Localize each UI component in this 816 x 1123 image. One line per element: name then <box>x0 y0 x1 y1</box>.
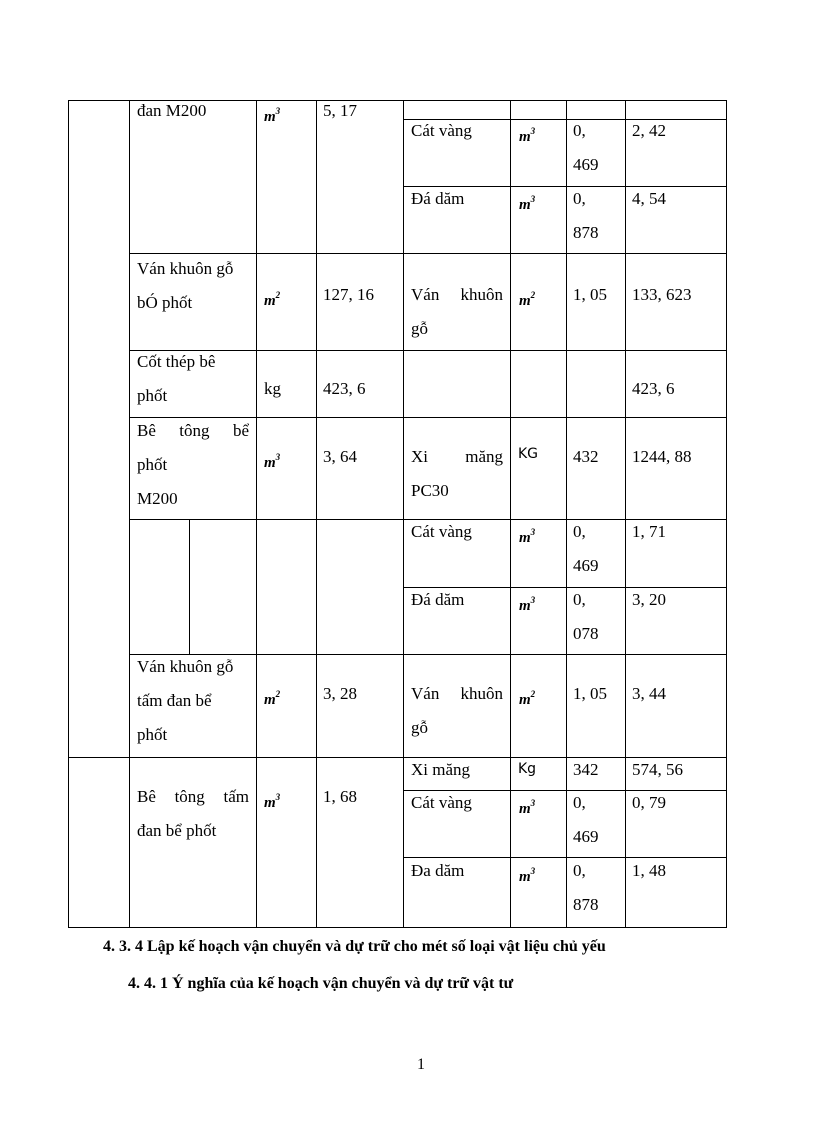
material-name: Đá dăm <box>411 189 465 208</box>
quantity-cell: 3, 28 <box>323 684 357 703</box>
material-name: gỗ <box>411 718 428 737</box>
total-cell: 1244, 88 <box>632 447 692 466</box>
unit-cell: $m^3$ <box>264 792 281 811</box>
item-name: Bê tông bể <box>137 421 249 440</box>
material-name: Ván khuôn <box>411 684 503 703</box>
total-cell: 0, 79 <box>632 793 666 812</box>
section-heading: 4. 4. 1 Ý nghĩa của kế hoạch vận chuyển và dự trữ vật tư <box>128 975 514 992</box>
unit-cell: $m^2$ <box>264 689 281 708</box>
unit-cell: kg <box>264 379 281 398</box>
item-name: Ván khuôn gỗ <box>137 657 234 676</box>
norm-cell: 342 <box>573 760 599 779</box>
total-cell: 2, 42 <box>632 121 666 140</box>
material-name: Đa dăm <box>411 861 465 880</box>
material-unit: $m^3$ <box>519 866 536 885</box>
norm-cell: 0, <box>573 522 586 541</box>
material-name: PC30 <box>411 481 449 500</box>
norm-cell: 432 <box>573 447 599 466</box>
total-cell: 3, 20 <box>632 590 666 609</box>
material-name: Xi măng <box>411 447 503 466</box>
quantity-cell: 3, 64 <box>323 447 357 466</box>
unit-cell: $m^3$ <box>264 452 281 471</box>
material-name: Cát vàng <box>411 793 472 812</box>
total-cell: 133, 623 <box>632 285 692 304</box>
item-name: phốt <box>137 386 168 405</box>
material-unit: Kg <box>518 761 537 777</box>
total-cell: 423, 6 <box>632 379 675 398</box>
norm-cell: 1, 05 <box>573 684 607 703</box>
item-name: Bê tông tấm <box>137 787 249 806</box>
material-name: gỗ <box>411 319 428 338</box>
material-name: Ván khuôn <box>411 285 503 304</box>
norm-cell: 469 <box>573 827 599 846</box>
norm-cell: 0, <box>573 189 586 208</box>
norm-cell: 469 <box>573 155 599 174</box>
total-cell: 3, 44 <box>632 684 666 703</box>
material-unit: $m^2$ <box>519 689 536 708</box>
section-heading: 4. 3. 4 Lập kế hoạch vận chuyển và dự trữ cho mét số loại vật liệu chủ yếu <box>103 938 606 955</box>
material-unit: $m^3$ <box>519 798 536 817</box>
norm-cell: 0, <box>573 793 586 812</box>
material-unit: KG <box>518 446 539 462</box>
item-name: phốt <box>137 455 168 474</box>
material-name: Đá dăm <box>411 590 465 609</box>
quantity-cell: 423, 6 <box>323 379 366 398</box>
material-unit: $m^3$ <box>519 126 536 145</box>
item-name: bÓ phốt <box>137 293 193 312</box>
item-name: đan M200 <box>137 101 207 120</box>
material-unit: $m^3$ <box>519 595 536 614</box>
unit-cell: $m^3$ <box>264 106 281 125</box>
item-name: M200 <box>137 489 178 508</box>
norm-cell: 878 <box>573 223 599 242</box>
norm-cell: 469 <box>573 556 599 575</box>
total-cell: 574, 56 <box>632 760 683 779</box>
material-unit: $m^3$ <box>519 194 536 213</box>
norm-cell: 0, <box>573 590 586 609</box>
material-name: Xi măng <box>411 760 471 779</box>
norm-cell: 0, <box>573 861 586 880</box>
item-name: tấm đan bể <box>137 691 212 710</box>
norm-cell: 878 <box>573 895 599 914</box>
norm-cell: 078 <box>573 624 599 643</box>
item-name: phốt <box>137 725 168 744</box>
total-cell: 1, 48 <box>632 861 666 880</box>
item-name: đan bể phốt <box>137 821 217 840</box>
unit-cell: $m^2$ <box>264 290 281 309</box>
item-name: Cốt thép bê <box>137 352 216 371</box>
total-cell: 1, 71 <box>632 522 666 541</box>
quantity-cell: 1, 68 <box>323 787 357 806</box>
quantity-cell: 5, 17 <box>323 101 357 120</box>
material-unit: $m^2$ <box>519 290 536 309</box>
item-name: Ván khuôn gỗ <box>137 259 234 278</box>
quantity-cell: 127, 16 <box>323 285 374 304</box>
material-unit: $m^3$ <box>519 527 536 546</box>
material-name: Cát vàng <box>411 522 472 541</box>
norm-cell: 0, <box>573 121 586 140</box>
material-name: Cát vàng <box>411 121 472 140</box>
total-cell: 4, 54 <box>632 189 666 208</box>
norm-cell: 1, 05 <box>573 285 607 304</box>
page-number: 1 <box>417 1056 425 1073</box>
